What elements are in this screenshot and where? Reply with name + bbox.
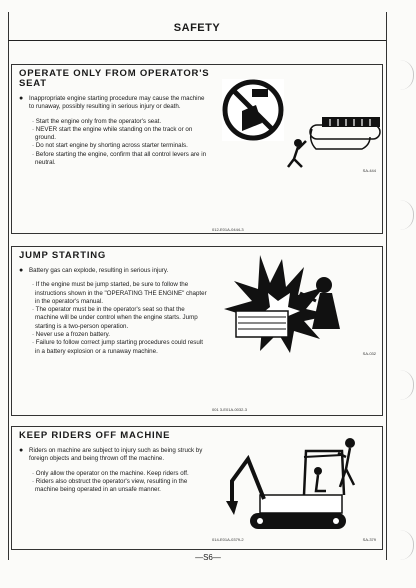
- section-body: [19, 447, 207, 494]
- list-item: · The operator must be in the operator's seat so that the machine will be under control when the engine starts. Jump starting is a two-person operation.: [32, 306, 198, 330]
- section-title: KEEP RIDERS OFF MACHINE: [19, 430, 171, 441]
- list-item: · Failure to follow correct jump starting procedures could result in a battery explosion or a runaway machine.: [32, 339, 203, 355]
- section-body: [19, 95, 207, 167]
- bullet-icon: ●: [19, 95, 24, 102]
- figure-code: SA-444: [362, 168, 376, 173]
- instruction-list: [32, 118, 207, 168]
- bullet-icon: ●: [19, 447, 24, 454]
- figure-code: SA-032: [362, 351, 376, 356]
- page-number: —S6—: [195, 553, 221, 562]
- section-body: [19, 267, 207, 356]
- battery-explosion-illustration: [220, 253, 350, 363]
- section-jump-starting: [11, 246, 383, 416]
- instruction-list: [32, 470, 207, 495]
- list-item: · Do not start engine by shorting across starter terminals.: [32, 142, 188, 150]
- section-title: JUMP STARTING: [19, 250, 107, 261]
- binder-hole: [399, 60, 414, 90]
- list-item: · If the engine must be jump started, be sure to follow the instructions shown in the "OPERATING THE ENGINE" chapter in the operator's manual.: [32, 281, 207, 305]
- section-operate-from-seat: [11, 64, 383, 234]
- bullet-icon: ●: [19, 267, 24, 274]
- reference-code: 014-E01A-0379-2: [212, 537, 244, 542]
- reference-code: 001 3-E01A-0032-3: [212, 407, 247, 412]
- header-rule: [8, 40, 386, 41]
- binder-hole: [399, 200, 414, 230]
- no-ground-start-illustration: [212, 71, 382, 171]
- section-keep-riders-off: [11, 426, 383, 550]
- reference-code: 012-E01A-0444-3: [212, 227, 244, 232]
- list-item: · Start the engine only from the operator's seat.: [32, 117, 162, 125]
- list-item: · NEVER start the engine while standing on the track or on ground.: [32, 125, 193, 142]
- list-item: · Only allow the operator on the machine. Keep riders off.: [32, 469, 189, 477]
- list-item: · Never use a frozen battery.: [32, 331, 110, 339]
- warning-bullet: ● Battery gas can explode, resulting in serious injury.: [19, 267, 169, 274]
- binder-hole: [399, 370, 414, 400]
- warning-bullet: ● Inappropriate engine starting procedure may cause the machine to runaway, possibly resulting in serious injury or death.: [19, 95, 205, 111]
- figure-code: SA-379: [362, 537, 376, 542]
- instruction-list: [32, 281, 207, 356]
- excavator-rider-illustration: [220, 429, 370, 537]
- page-title: SAFETY: [173, 22, 221, 34]
- section-title: OPERATE ONLY FROM OPERATOR'S SEAT: [19, 68, 210, 89]
- list-item: · Before starting the engine, confirm that all control levers are in neutral.: [32, 150, 207, 167]
- list-item: · Riders also obstruct the operator's view, resulting in the machine being operated in an unsafe manner.: [32, 477, 188, 494]
- warning-bullet: ● Riders on machine are subject to injury such as being struck by foreign objects and being thrown off the machine.: [19, 447, 203, 463]
